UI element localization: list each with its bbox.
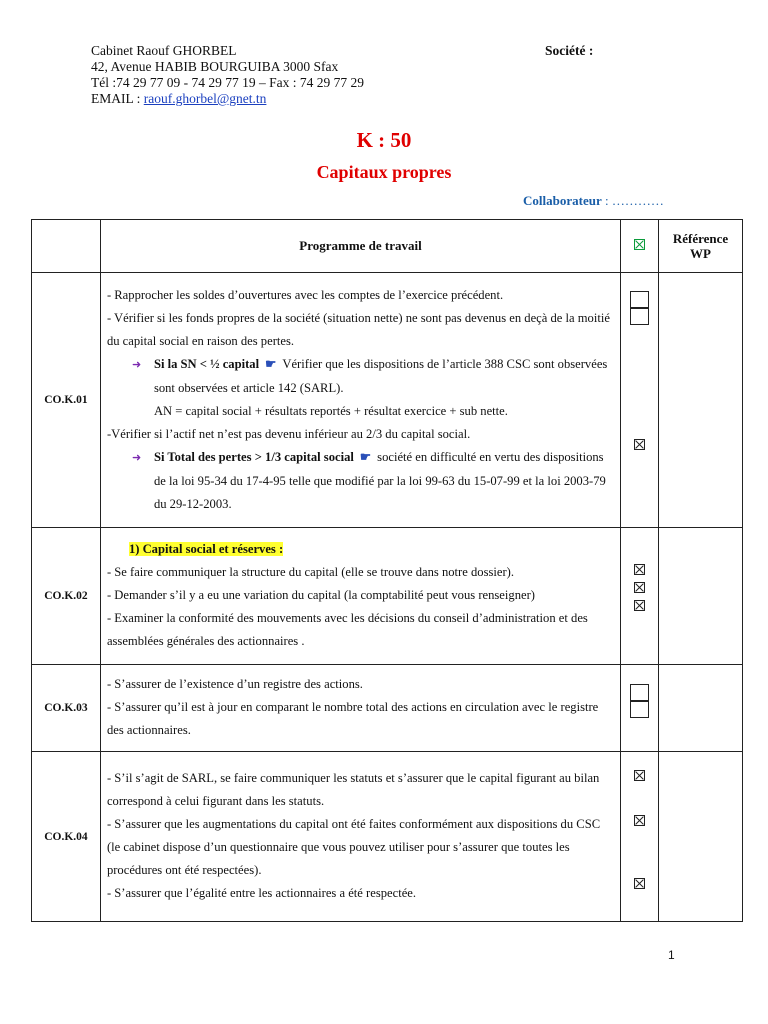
- instruction-line: - S’assurer que l’égalité entre les actionnaires a été respectée.: [106, 886, 417, 900]
- header-programme: Programme de travail: [100, 220, 620, 273]
- table-row: [32, 665, 743, 752]
- firm-header: [91, 43, 364, 107]
- checked-box-icon[interactable]: [634, 770, 645, 781]
- document-code: K : 50: [356, 128, 412, 152]
- work-program-table: [31, 219, 743, 922]
- firm-email-line: [91, 91, 364, 107]
- societe-label: Société :: [545, 43, 594, 58]
- hand-arrow-icon: ☛: [359, 449, 372, 464]
- row-code: CO.K.03: [32, 665, 101, 752]
- row-code: CO.K.02: [32, 528, 101, 665]
- row-content: [100, 665, 620, 752]
- instruction-line: - S’assurer de l’existence d’un registre des actions.: [106, 677, 363, 691]
- empty-checkbox[interactable]: [630, 308, 649, 325]
- checked-box-icon[interactable]: [634, 564, 645, 575]
- instruction-line: - S’assurer qu’il est à jour en comparant le nombre total des actions en circulation avec le registre des actionnaires.: [106, 700, 599, 737]
- row-content: [100, 752, 620, 922]
- email-link[interactable]: raouf.ghorbel@gnet.tn: [143, 91, 267, 106]
- document-title: Capitaux propres: [316, 162, 452, 182]
- checked-box-icon[interactable]: [634, 815, 645, 826]
- bullet-text: Vérifier que les dispositions de l’article 388 CSC sont observées sont observées et article 142 (SARL).: [153, 356, 608, 395]
- section-heading-wrap: [107, 538, 614, 561]
- check-cell: [621, 752, 659, 922]
- reference-line1: Référence: [672, 231, 729, 246]
- checked-box-icon[interactable]: [634, 600, 645, 611]
- firm-address: 42, Avenue HABIB BOURGUIBA 3000 Sfax: [91, 59, 339, 74]
- checked-box-icon[interactable]: [634, 878, 645, 889]
- table-row: [32, 752, 743, 922]
- instruction-line: - S’assurer que les augmentations du capital ont été faites conformément aux dispositions du CSC (le cabinet dispose d’un questionnaire que vous pouvez utiliser pour s’assurer que toutes les procédures ont été respectées).: [106, 817, 601, 877]
- reference-line2: WP: [690, 246, 711, 261]
- reference-cell: [659, 665, 743, 752]
- check-cell: [621, 665, 659, 752]
- bullet-condition: Si la SN < ½ capital: [153, 356, 260, 371]
- row-code: CO.K.01: [32, 273, 101, 528]
- table-row: [32, 273, 743, 528]
- header-check-cell: [621, 220, 659, 273]
- bullet-condition: Si Total des pertes > 1/3 capital social: [153, 449, 354, 464]
- instruction-line: - S’il s’agit de SARL, se faire communiquer les statuts et s’assurer que le capital figurant au bilan correspond à celui figurant dans les statuts.: [106, 771, 600, 808]
- bullet-arrow-icon: ➜: [131, 451, 142, 464]
- table-header-row: [32, 220, 743, 273]
- collaborateur-label: Collaborateur: [523, 193, 602, 208]
- reference-cell: [659, 273, 743, 528]
- instruction-line: -Vérifier si l’actif net n’est pas devenu inférieur au 2/3 du capital social.: [106, 426, 471, 441]
- empty-checkbox[interactable]: [630, 291, 649, 308]
- row-content: [100, 528, 620, 665]
- check-cell: [621, 528, 659, 665]
- bullet-item: [107, 446, 614, 516]
- table-row: [32, 528, 743, 665]
- header-reference: [659, 220, 743, 273]
- instruction-line: - Vérifier si les fonds propres de la société (situation nette) ne sont pas devenus en deçà de la moitié du capital social en raison des pertes.: [106, 310, 610, 348]
- bullet-text: société en difficulté en vertu des dispositions de la loi 95-34 du 17-4-95 telle que modifié par la loi 99-63 du 15-07-99 et la loi 2003-79 du 29-12-2003.: [153, 449, 606, 511]
- instruction-line: - Se faire communiquer la structure du capital (elle se trouve dans notre dossier).: [106, 565, 514, 579]
- checked-box-icon[interactable]: [634, 439, 645, 450]
- email-label: EMAIL :: [91, 91, 144, 106]
- formula-line: AN = capital social + résultats reportés + résultat exercice + sub nette.: [153, 403, 508, 418]
- collaborateur-value: : …………: [601, 193, 664, 208]
- bullet-arrow-icon: ➜: [131, 358, 142, 371]
- row-code: CO.K.04: [32, 752, 101, 922]
- checked-box-icon: [634, 239, 645, 250]
- reference-cell: [659, 752, 743, 922]
- row-content: [100, 273, 620, 528]
- firm-name: Cabinet Raouf GHORBEL: [91, 43, 237, 58]
- collaborateur-line: [523, 193, 664, 209]
- instruction-line: - Demander s’il y a eu une variation du capital (la comptabilité peut vous renseigner): [106, 588, 535, 602]
- empty-checkbox[interactable]: [630, 701, 649, 718]
- instruction-line: - Examiner la conformité des mouvements avec les décisions du conseil d’administration et des assemblées générales des actionnaires .: [106, 611, 588, 648]
- section-heading: 1) Capital social et réserves :: [128, 542, 284, 556]
- hand-arrow-icon: ☛: [265, 356, 277, 371]
- firm-phone: Tél :74 29 77 09 - 74 29 77 19 – Fax : 74 29 77 29: [91, 75, 364, 90]
- checked-box-icon[interactable]: [634, 582, 645, 593]
- bullet-item: [107, 353, 614, 400]
- header-code-cell: [32, 220, 101, 273]
- reference-cell: [659, 528, 743, 665]
- empty-checkbox[interactable]: [630, 684, 649, 701]
- instruction-line: - Rapprocher les soldes d’ouvertures avec les comptes de l’exercice précédent.: [106, 287, 504, 302]
- page-number: 1: [668, 948, 675, 962]
- check-cell: [621, 273, 659, 528]
